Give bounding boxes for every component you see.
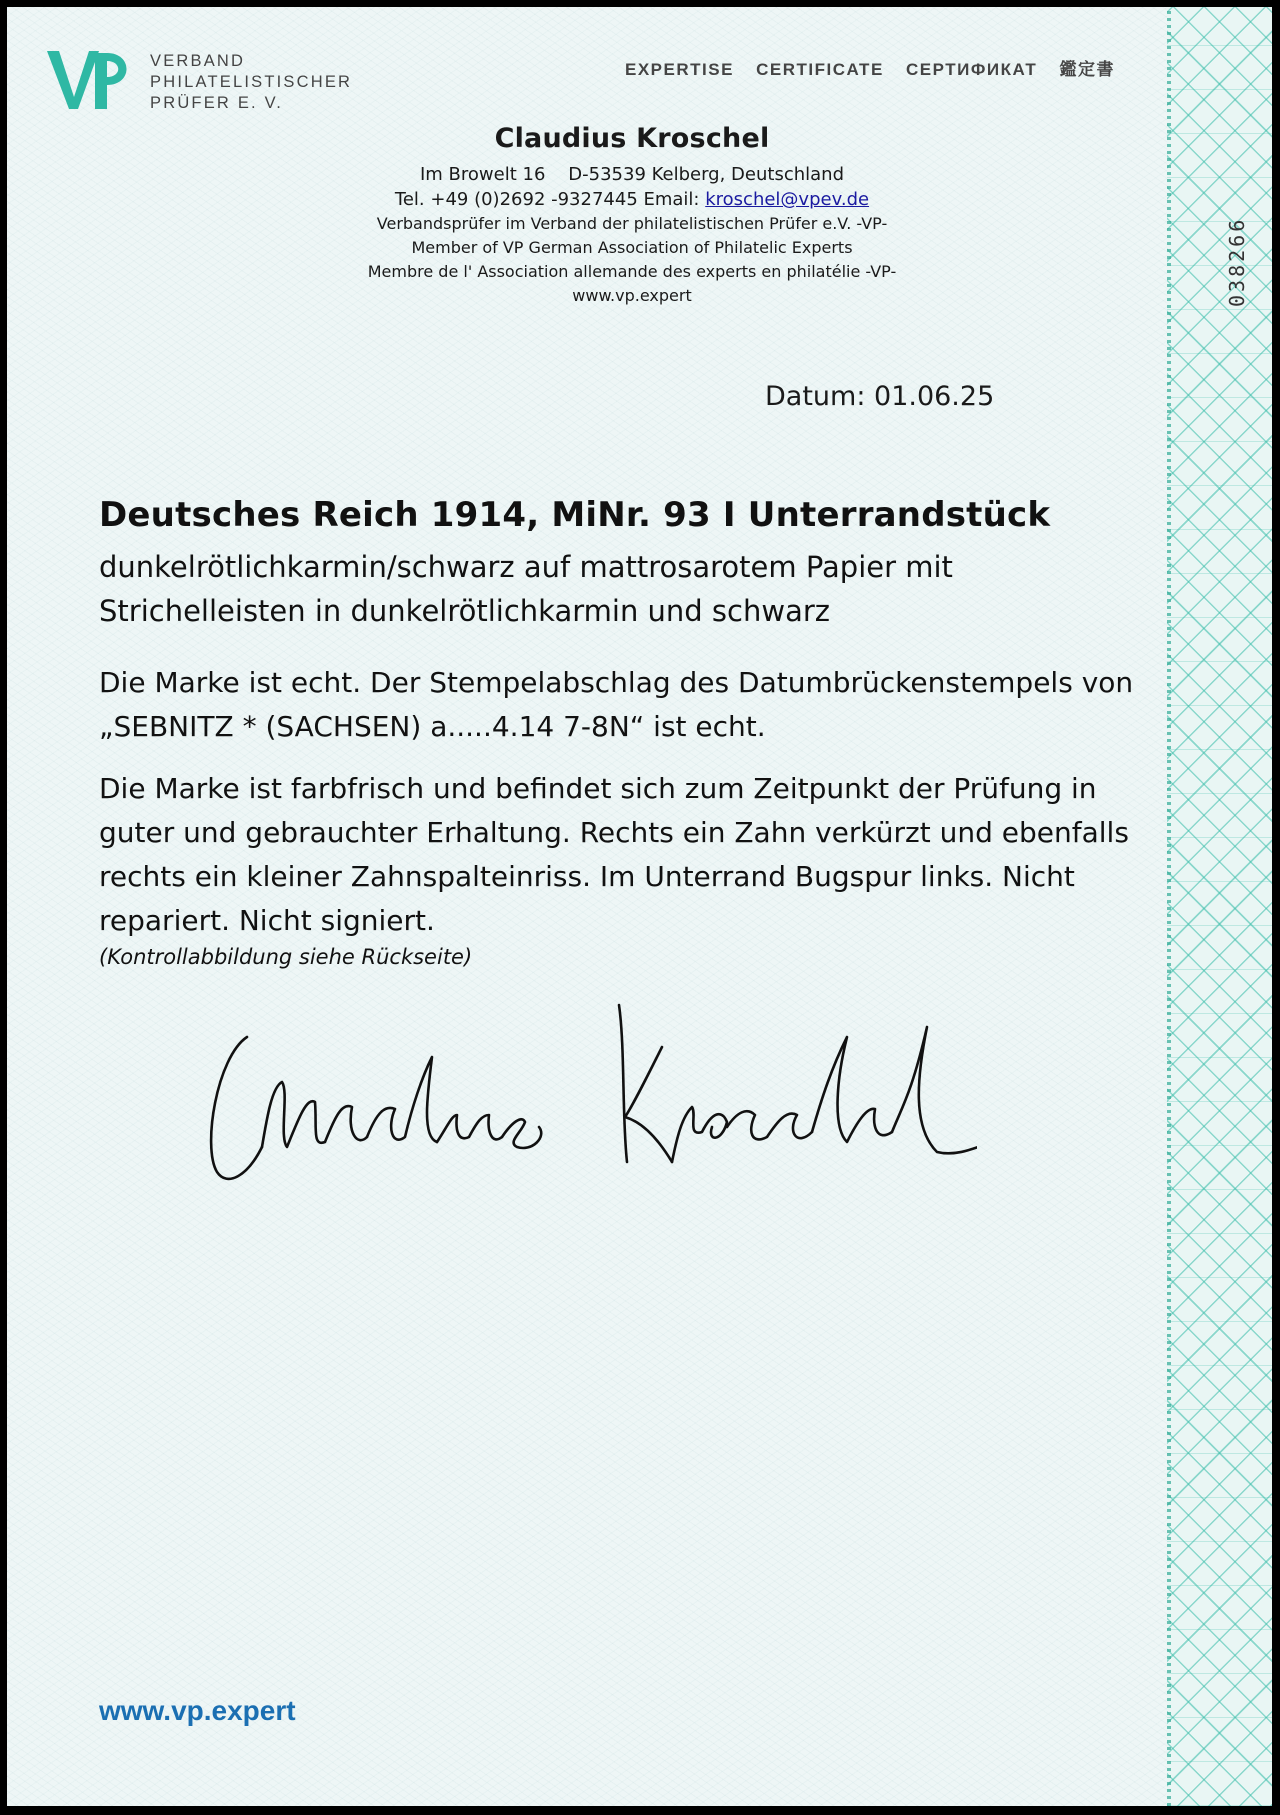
condition-statement: Die Marke ist farbfrisch und befindet sich zum Zeitpunkt der Prüfung in guter und gebrauchter Erhaltung. Rechts ein Zahn verkürzt und ebenfalls rechts ein kleiner Zahnspalteinriss. Im Unterrand Bugspur links. Nicht repariert. Nicht signiert. (99, 772, 1129, 937)
certificate-sheet (7, 7, 1272, 1806)
handwritten-signature (207, 997, 977, 1197)
logo-text (150, 51, 410, 114)
control-image-note: (Kontrollabbildung siehe Rückseite) (99, 945, 473, 969)
expert-letterhead (277, 123, 987, 308)
label-certificate: CERTIFICATE (756, 60, 884, 79)
serial-number: 038266 (1225, 216, 1249, 307)
certificate-body (99, 495, 1139, 969)
certificate-labels (625, 55, 1115, 80)
membership-line-fr: Membre de l' Association allemande des experts en philatélie -VP- (367, 262, 897, 281)
stamp-description: dunkelrötlichkarmin/schwarz auf mattrosarotem Papier mit Strichelleisten in dunkelrötlichkarmin und schwarz (99, 550, 953, 628)
expert-address: Im Browelt 16 D-53539 Kelberg, Deutschland (419, 164, 845, 185)
contact-phone: Tel. +49 (0)2692 -9327445 Email: (394, 189, 706, 210)
membership-line-de: Verbandsprüfer im Verband der philatelistischen Prüfer e.V. -VP- (376, 214, 888, 233)
letterhead-website[interactable]: www.vp.expert (572, 286, 692, 305)
logo-line-1: VERBAND (150, 52, 246, 70)
footer-website-link[interactable]: www.vp.expert (99, 1695, 296, 1726)
authenticity-statement: Die Marke ist echt. Der Stempelabschlag des Datumbrückenstempels von „SEBNITZ * (SACHSEN) a.....4.14 7-8N“ ist echt. (99, 666, 1134, 743)
security-guilloche-border (1167, 7, 1272, 1806)
logo-line-3: PRÜFER E. V. (150, 94, 284, 112)
certificate-date: Datum: 01.06.25 (765, 381, 995, 412)
stamp-heading: Deutsches Reich 1914, MiNr. 93 I Unterrandstück (99, 495, 1051, 535)
logo-line-2: PHILATELISTISCHER (150, 73, 353, 91)
vp-logo-icon (47, 51, 132, 111)
expert-name: Claudius Kroschel (494, 123, 770, 154)
email-link[interactable]: kroschel@vpev.de (705, 189, 870, 210)
label-sertifikat: СЕРТИФИКАТ (906, 60, 1038, 79)
membership-line-en: Member of VP German Association of Philatelic Experts (411, 238, 853, 257)
label-kanteisho: 鑑定書 (1059, 60, 1116, 79)
expert-contact (277, 187, 987, 212)
label-expertise: EXPERTISE (625, 60, 734, 79)
